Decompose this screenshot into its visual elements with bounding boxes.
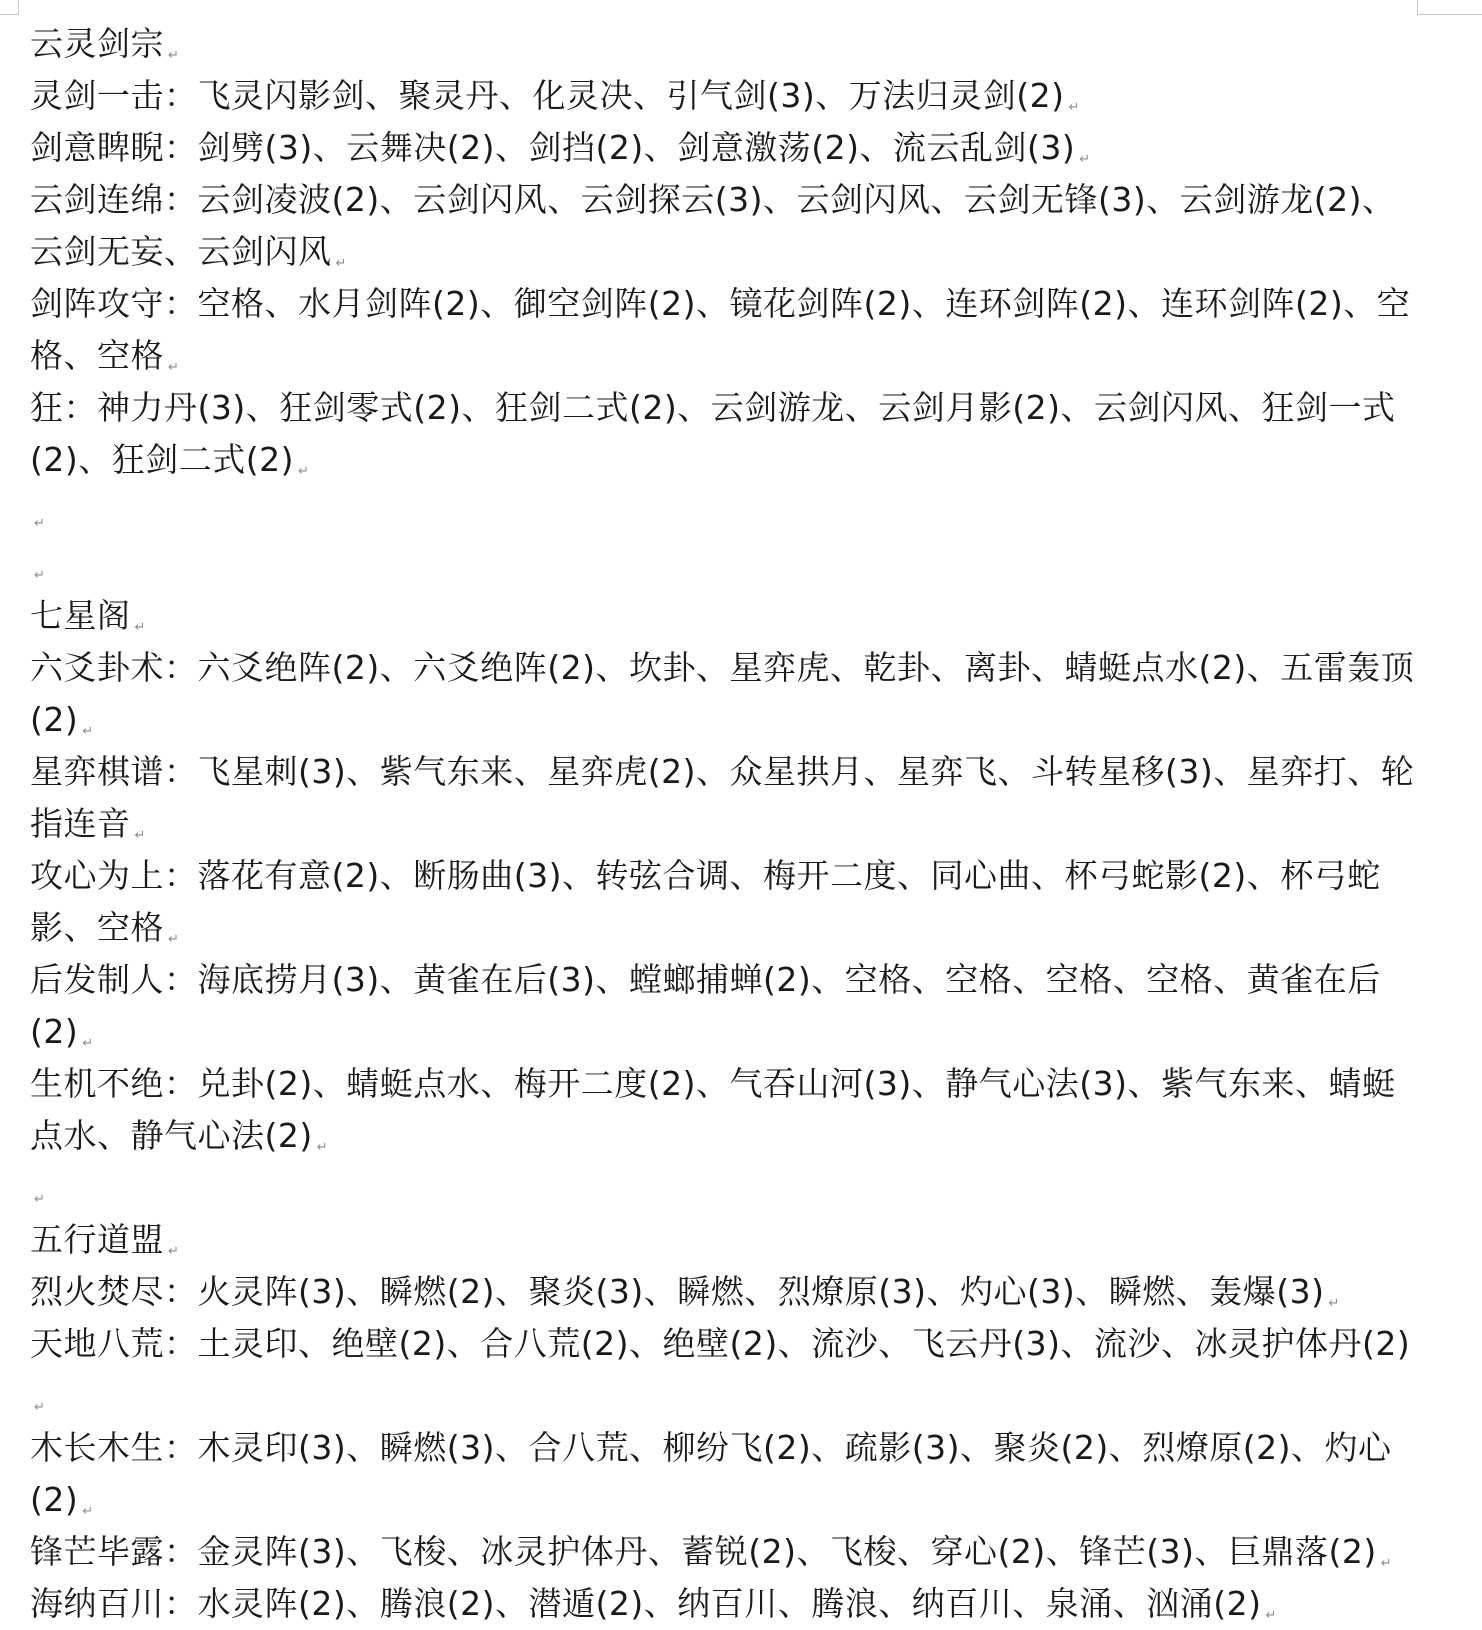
paragraph-mark-icon: ↵ (134, 620, 146, 635)
paragraph (30, 1214, 1422, 1266)
paragraph-text: 海纳百川：水灵阵(2)、腾浪(2)、潜遁(2)、纳百川、腾浪、纳百川、泉涌、汹涌(2) (30, 1584, 1262, 1623)
paragraph (30, 642, 1422, 746)
paragraph-text: 烈火焚尽：火灵阵(3)、瞬燃(2)、聚炎(3)、瞬燃、烈燎原(3)、灼心(3)、瞬燃、轰爆(3) (30, 1272, 1325, 1311)
paragraph (30, 1058, 1422, 1162)
empty-paragraph (30, 1162, 1422, 1214)
paragraph-text: 后发制人：海底捞月(3)、黄雀在后(3)、螳螂捕蝉(2)、空格、空格、空格、空格、黄雀在后(2) (30, 960, 1381, 1051)
paragraph-mark-icon: ↵ (1265, 1608, 1277, 1623)
paragraph-mark-icon: ↵ (82, 1036, 94, 1051)
paragraph-mark-icon: ↵ (168, 1244, 180, 1259)
paragraph-mark-icon: ↵ (82, 1504, 94, 1519)
paragraph (30, 278, 1422, 382)
paragraph-mark-icon: ↵ (335, 256, 347, 271)
paragraph-mark-icon: ↵ (316, 1140, 329, 1155)
paragraph (30, 1578, 1422, 1630)
paragraph (30, 590, 1422, 642)
paragraph-mark-icon: ↵ (1079, 152, 1091, 167)
page-corner-mark-left (0, 0, 19, 15)
paragraph-text: 天地八荒：土灵印、绝壁(2)、合八荒(2)、绝壁(2)、流沙、飞云丹(3)、流沙、冰灵护体丹(2) (30, 1324, 1411, 1363)
paragraph-mark-icon: ↵ (34, 1192, 46, 1207)
paragraph-text: 灵剑一击：飞灵闪影剑、聚灵丹、化灵决、引气剑(3)、万法归灵剑(2) (30, 76, 1065, 115)
paragraph-mark-icon: ↵ (34, 1400, 46, 1415)
paragraph-text: 攻心为上：落花有意(2)、断肠曲(3)、转弦合调、梅开二度、同心曲、杯弓蛇影(2)、杯弓蛇影、空格 (30, 856, 1381, 947)
paragraph-text: 星弈棋谱：飞星刺(3)、紫气东来、星弈虎(2)、众星拱月、星弈飞、斗转星移(3)、星弈打、轮指连音 (30, 752, 1415, 843)
paragraph (30, 18, 1422, 70)
paragraph (30, 382, 1422, 486)
paragraph (30, 1318, 1422, 1422)
paragraph (30, 954, 1422, 1058)
paragraph-text: 云剑连绵：云剑凌波(2)、云剑闪风、云剑探云(3)、云剑闪风、云剑无锋(3)、云剑游龙(2)、云剑无妄、云剑闪风 (30, 180, 1396, 271)
paragraph-mark-icon: ↵ (82, 724, 94, 739)
paragraph-mark-icon: ↵ (298, 464, 310, 479)
paragraph-text: 锋芒毕露：金灵阵(3)、飞梭、冰灵护体丹、蓄锐(2)、飞梭、穿心(2)、锋芒(3)、巨鼎落(2) (30, 1532, 1377, 1571)
page-corner-mark-right (1417, 0, 1482, 15)
paragraph (30, 122, 1422, 174)
paragraph-mark-icon: ↵ (168, 48, 180, 63)
paragraph-text: 生机不绝：兑卦(2)、蜻蜓点水、梅开二度(2)、气吞山河(3)、静气心法(3)、紫气东来、蜻蜓点水、静气心法(2) (30, 1064, 1396, 1155)
paragraph-text: 木长木生：木灵印(3)、瞬燃(3)、合八荒、柳纷飞(2)、疏影(3)、聚炎(2)、烈燎原(2)、灼心(2) (30, 1428, 1392, 1519)
paragraph (30, 1422, 1422, 1526)
paragraph-text: 狂：神力丹(3)、狂剑零式(2)、狂剑二式(2)、云剑游龙、云剑月影(2)、云剑闪风、狂剑一式(2)、狂剑二式(2) (30, 388, 1396, 479)
empty-paragraph (30, 538, 1422, 590)
paragraph-text: 剑意睥睨：剑劈(3)、云舞决(2)、剑挡(2)、剑意激荡(2)、流云乱剑(3) (30, 128, 1076, 167)
paragraph (30, 70, 1422, 122)
paragraph (30, 746, 1422, 850)
paragraph-mark-icon: ↵ (1328, 1296, 1340, 1311)
paragraph-text: 剑阵攻守：空格、水月剑阵(2)、御空剑阵(2)、镜花剑阵(2)、连环剑阵(2)、连环剑阵(2)、空格、空格 (30, 284, 1411, 375)
paragraph-mark-icon: ↵ (168, 360, 180, 375)
paragraph-text: 七星阁 (30, 596, 131, 635)
paragraph (30, 174, 1422, 278)
paragraph-mark-icon: ↵ (1068, 100, 1080, 115)
paragraph-text: 五行道盟 (30, 1220, 164, 1259)
paragraph-text: 云灵剑宗 (30, 24, 164, 63)
document-body[interactable] (30, 18, 1422, 1630)
paragraph-mark-icon: ↵ (134, 828, 146, 843)
paragraph-mark-icon: ↵ (168, 932, 180, 947)
paragraph-mark-icon: ↵ (1380, 1556, 1393, 1571)
paragraph-text: 六爻卦术：六爻绝阵(2)、六爻绝阵(2)、坎卦、星弈虎、乾卦、离卦、蜻蜓点水(2)、五雷轰顶(2) (30, 648, 1415, 739)
paragraph (30, 1266, 1422, 1318)
paragraph-mark-icon: ↵ (34, 516, 46, 531)
paragraph (30, 1526, 1422, 1578)
paragraph (30, 850, 1422, 954)
empty-paragraph (30, 486, 1422, 538)
paragraph-mark-icon: ↵ (34, 568, 46, 583)
